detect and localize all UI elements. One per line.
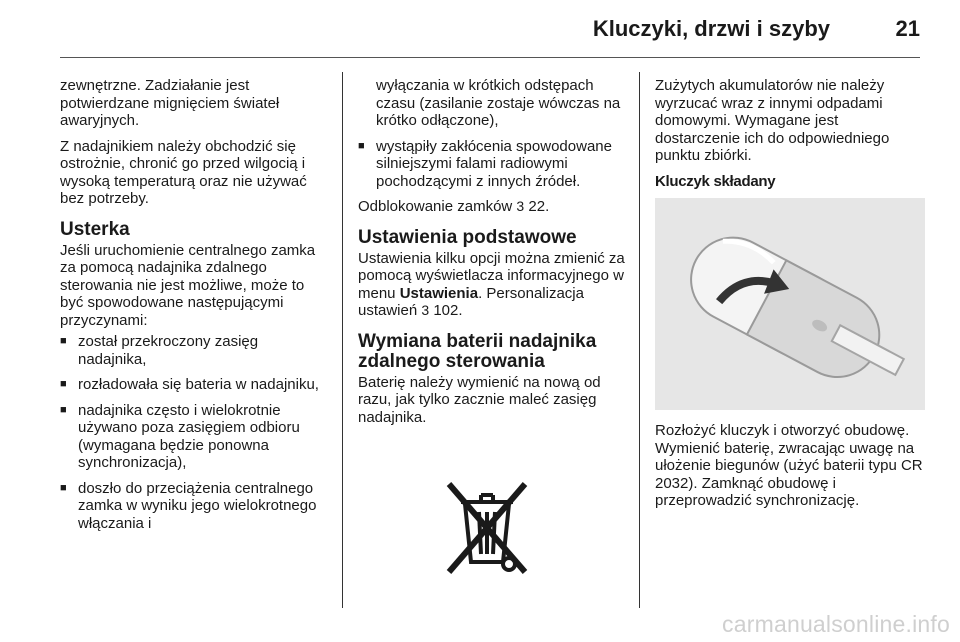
list-item: ■ wystąpiły zakłócenia spowodowane silniejszymi falami radiowymi pochodzącymi z innych źródeł. xyxy=(358,138,626,191)
settings-text: Ustawienia kilku opcji można zmienić za pomocą wyświetlacza informacyjnego w menu xyxy=(358,249,625,302)
column-divider-1 xyxy=(342,72,343,608)
paragraph: Rozłożyć kluczyk i otworzyć obudowę. Wymienić baterię, zwracając uwagę na ułożenie biegunów (użyć baterii typu CR 2032). Zamknąć obudowę i przeprowadzić synchronizację. xyxy=(655,422,923,509)
folding-key-photo xyxy=(655,198,925,410)
list-item: ■ rozładowała się bateria w nadajniku, xyxy=(60,376,330,394)
column-1 xyxy=(60,77,330,540)
unlock-page-ref[interactable]: 22. xyxy=(528,198,550,215)
paragraph: zewnętrzne. Zadziałanie jest potwierdzane mignięciem świateł awaryjnych. xyxy=(60,77,280,129)
list-item: ■ doszło do przeciążenia centralnego zamka w wyniku jego wielokrotnego włączania i xyxy=(60,480,330,533)
settings-menu-name: Ustawienia xyxy=(399,284,479,302)
continued-list-text: wyłączania w krótkich odstępach czasu (zasilanie zostaje wówczas na krótko odłączone), xyxy=(376,77,621,129)
section-heading-usterka: Usterka xyxy=(60,218,130,240)
bullet-list xyxy=(60,333,330,532)
paragraph: Z nadajnikiem należy obchodzić się ostrożnie, chronić go przed wilgocią i wysoką temperaturą oraz nie używać bez potrzeby. xyxy=(60,137,307,207)
list-item: ■ został przekroczony zasięg nadajnika, xyxy=(60,333,330,368)
section-heading-settings: Ustawienia podstawowe xyxy=(358,226,577,248)
reference-arrow-icon: 3 xyxy=(516,198,525,214)
paragraph: Jeśli uruchomienie centralnego zamka za pomocą nadajnika zdalnego sterowania nie jest możliwe, może to być spowodowane następującymi przyczynami: xyxy=(60,241,316,329)
column-3 xyxy=(655,77,925,518)
paragraph: Zużytych akumulatorów nie należy wyrzucać wraz z innymi odpadami domowymi. Wymagane jest dostarczenie ich do odpowiedniego punktu zbiórki. xyxy=(655,77,890,164)
list-item: ■ nadajnika często i wielokrotnie używano poza zasięgiem odbioru (wymagana będzie ponowna synchronizacja), xyxy=(60,402,330,472)
settings-text-end: . Personalizacja ustawień xyxy=(358,284,584,319)
page-title: Kluczyki, drzwi i szyby xyxy=(592,16,830,41)
unlock-text: Odblokowanie zamków xyxy=(358,198,513,215)
paragraph-settings xyxy=(358,250,626,320)
reference-arrow-icon: 3 xyxy=(421,302,430,318)
bullet-list xyxy=(358,138,626,191)
subheading-folding-key: Kluczyk składany xyxy=(655,172,776,190)
paragraph-unlock xyxy=(358,198,626,216)
column-divider-2 xyxy=(639,72,640,608)
page-number: 21 xyxy=(895,16,920,41)
crossed-out-wheelie-bin-icon xyxy=(437,478,537,578)
column-2 xyxy=(358,77,626,434)
watermark: carmanualsonline.info xyxy=(722,611,950,637)
paragraph-battery: Baterię należy wymienić na nową od razu, jak tylko zacznie maleć zasięg nadajnika. xyxy=(358,373,601,426)
settings-page-ref[interactable]: 102. xyxy=(433,302,463,319)
section-heading-battery: Wymiana baterii nadajnika zdalnego sterowania xyxy=(358,330,597,372)
header-divider xyxy=(60,57,920,58)
